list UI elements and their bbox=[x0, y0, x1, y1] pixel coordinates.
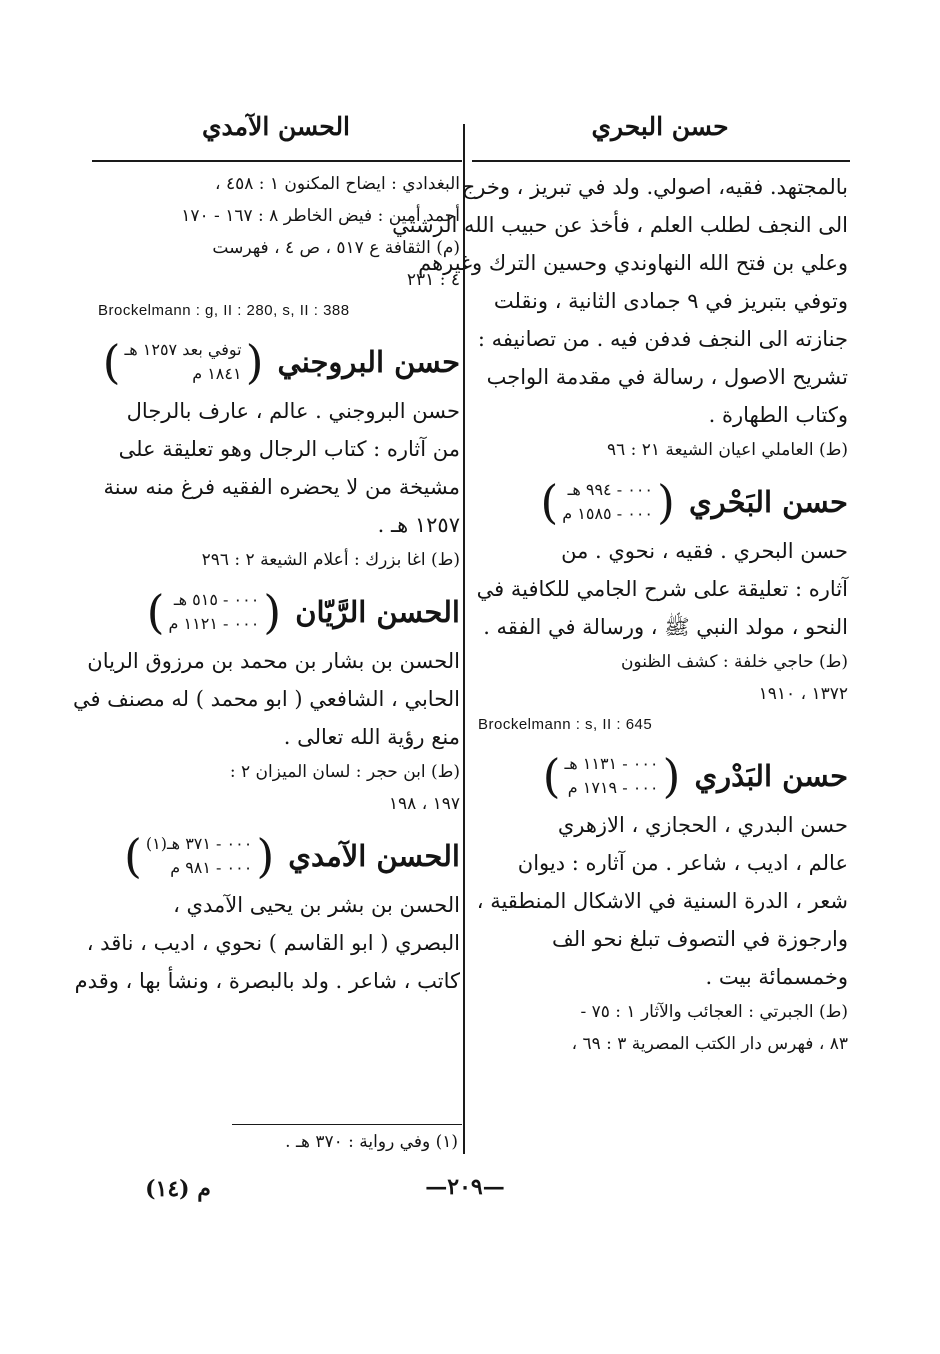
entry-heading bbox=[98, 829, 460, 883]
text-line: شعر ، الدرة السنية في الاشكال المنطقية ، bbox=[476, 889, 848, 913]
source-reference: (ط) ابن حجر : لسان الميزان ٢ : bbox=[229, 762, 460, 782]
paren-open: ( bbox=[256, 829, 275, 883]
date-gregorian: ٠٠٠ - ٩٨١ م bbox=[170, 858, 253, 877]
text-line: الى النجف لطلب العلم ، فأخذ عن حبيب الله الرشتي bbox=[392, 213, 848, 237]
footnote-rule bbox=[232, 1124, 462, 1125]
entry-dates bbox=[123, 829, 275, 883]
entry-body bbox=[478, 532, 848, 646]
paren-open: ( bbox=[662, 749, 681, 803]
page-number: —٢٠٩— bbox=[425, 1174, 505, 1200]
source-reference: ٨٣ ، فهرس دار الكتب المصرية ٣ : ٦٩ ، bbox=[571, 1034, 848, 1054]
text-line: وتوفي بتبريز في ٩ جمادى الثانية ، ونقلت bbox=[493, 289, 848, 313]
text-line: وعلي بن فتح الله النهاوندي وحسين الترك وغيرهم bbox=[418, 251, 848, 275]
date-gregorian: ٠٠٠ - ١٧١٩ م bbox=[567, 778, 659, 797]
source-reference: أحمد أمين : فيض الخاطر ٨ : ١٦٧ - ١٧٠ bbox=[181, 206, 460, 226]
entry-body bbox=[98, 392, 460, 544]
paren-open: ( bbox=[245, 335, 264, 389]
entry-dates bbox=[102, 335, 264, 389]
entry-name: الحسن الرَّيّان bbox=[295, 595, 460, 629]
signature-mark: م (١٤) bbox=[145, 1176, 211, 1202]
header-rule-right bbox=[472, 160, 850, 162]
latin-reference: Brockelmann : g, II : 280, s, II : 388 bbox=[98, 302, 350, 319]
entry-name: حسن البَدْري bbox=[694, 759, 848, 793]
text-line: البصري ( ابو القاسم ) نحوي ، اديب ، ناقد ، bbox=[86, 931, 460, 955]
text-line: حسن البروجني . عالم ، عارف بالرجال bbox=[126, 399, 460, 423]
source-reference: ١٩٧ ، ١٩٨ bbox=[388, 794, 460, 814]
date-hijri: توفي بعد ١٢٥٧ هـ bbox=[124, 340, 242, 359]
source-reference: ١٣٧٢ ، ١٩١٠ bbox=[758, 684, 848, 704]
source-reference: (ط) حاجي خلفة : كشف الظنون bbox=[620, 652, 848, 672]
latin-reference: Brockelmann : s, II : 645 bbox=[478, 716, 653, 733]
date-gregorian: ١٨٤١ م bbox=[192, 364, 242, 383]
running-header-left: الحسن الآمدي bbox=[201, 112, 351, 141]
paren-close: ) bbox=[102, 335, 121, 389]
entry-name: حسن البَحْري bbox=[688, 485, 848, 519]
source-reference: (ط) الجبرتي : العجائب والآثار ١ : ٧٥ - bbox=[580, 1002, 848, 1022]
text-line: بالمجتهد. فقيه، اصولي. ولد في تبريز ، وخرج bbox=[461, 175, 848, 199]
entry-name: حسن البروجني bbox=[277, 345, 460, 379]
source-reference: (ط) اغا بزرك : أعلام الشيعة ٢ : ٢٩٦ bbox=[201, 550, 460, 570]
entry-heading bbox=[98, 585, 460, 639]
text-line: حسن البدري ، الحجازي ، الازهري bbox=[557, 813, 848, 837]
source-reference: (ط) العاملي اعيان الشيعة ٢١ : ٩٦ bbox=[606, 440, 848, 460]
paren-close: ) bbox=[542, 749, 561, 803]
text-line: مشيخة من لا يحضره الفقيه فرغ منه سنة bbox=[103, 475, 460, 499]
entry-dates bbox=[540, 475, 675, 529]
text-line: جنازته الى النجف فدفن فيه . من تصانيفه : bbox=[477, 327, 848, 351]
text-line: ١٢٥٧ هـ . bbox=[377, 513, 460, 537]
entry-heading bbox=[98, 335, 460, 389]
text-line: وخمسمائة بيت . bbox=[705, 965, 848, 989]
text-line: الحسن بن بشار بن محمد بن مرزوق الريان bbox=[87, 649, 460, 673]
date-hijri: ٠٠٠ - ١١٣١ هـ bbox=[564, 754, 659, 773]
text-line: عالم ، اديب ، شاعر . من آثاره : ديوان bbox=[517, 851, 848, 875]
text-line: الحسن بن بشر بن يحيى الآمدي ، bbox=[173, 893, 460, 917]
paren-close: ) bbox=[123, 829, 142, 883]
text-line: آثاره : تعليقة على شرح الجامي للكافية في bbox=[476, 577, 848, 601]
header-rule-left bbox=[92, 160, 462, 162]
text-line: وارجوزة في التصوف تبلغ نحو الف bbox=[552, 927, 848, 951]
text-line: النحو ، مولد النبي ﷺ ، ورسالة في الفقه . bbox=[483, 615, 848, 639]
entry-name: الحسن الآمدي bbox=[288, 839, 460, 873]
text-line: تشريح الاصول ، رسالة في مقدمة الواجب bbox=[486, 365, 848, 389]
date-hijri: ٠٠٠ - ٥١٥ هـ bbox=[173, 590, 260, 609]
text-line: من آثاره : كتاب الرجال وهو تعليقة على bbox=[118, 437, 460, 461]
date-gregorian: ٠٠٠ - ١١٢١ م bbox=[168, 614, 260, 633]
source-reference: ٤ : ٢٣١ bbox=[406, 270, 460, 290]
date-gregorian: ٠٠٠ - ١٥٨٥ م bbox=[562, 504, 653, 523]
text-line: الحابي ، الشافعي ( ابو محمد ) له مصنف في bbox=[72, 687, 460, 711]
date-hijri: ٠٠٠ - ٣٧١ هـ(١) bbox=[145, 834, 253, 853]
paren-close: ) bbox=[146, 585, 165, 639]
paren-open: ( bbox=[657, 475, 675, 529]
text-line: منع رؤية الله تعالى . bbox=[283, 725, 460, 749]
entry-dates bbox=[146, 585, 282, 639]
paren-close: ) bbox=[540, 475, 559, 529]
source-reference: البغدادي : ايضاح المكنون ١ : ٤٥٨ ، bbox=[215, 174, 460, 194]
text-line: كاتب ، شاعر . ولد بالبصرة ، ونشأ بها ، وقدم bbox=[74, 969, 460, 993]
source-reference: (م) الثقافة ع ٥١٧ ، ص ٤ ، فهرست bbox=[212, 238, 460, 258]
text-line: وكتاب الطهارة . bbox=[708, 403, 848, 427]
date-hijri: ٠٠٠ - ٩٩٤ هـ bbox=[567, 480, 653, 499]
left-column bbox=[72, 168, 460, 1000]
paren-open: ( bbox=[263, 585, 282, 639]
entry-body bbox=[72, 642, 460, 756]
running-header-right: حسن البحري bbox=[591, 112, 729, 141]
entry-heading bbox=[478, 749, 848, 803]
entry-body bbox=[74, 886, 460, 1000]
footnote: (١) وفي رواية : ٣٧٠ هـ . bbox=[285, 1132, 458, 1152]
entry-heading bbox=[478, 475, 848, 529]
text-line: حسن البحري . فقيه ، نحوي . من bbox=[561, 539, 848, 563]
entry-dates bbox=[542, 749, 681, 803]
entry-body bbox=[478, 806, 848, 996]
